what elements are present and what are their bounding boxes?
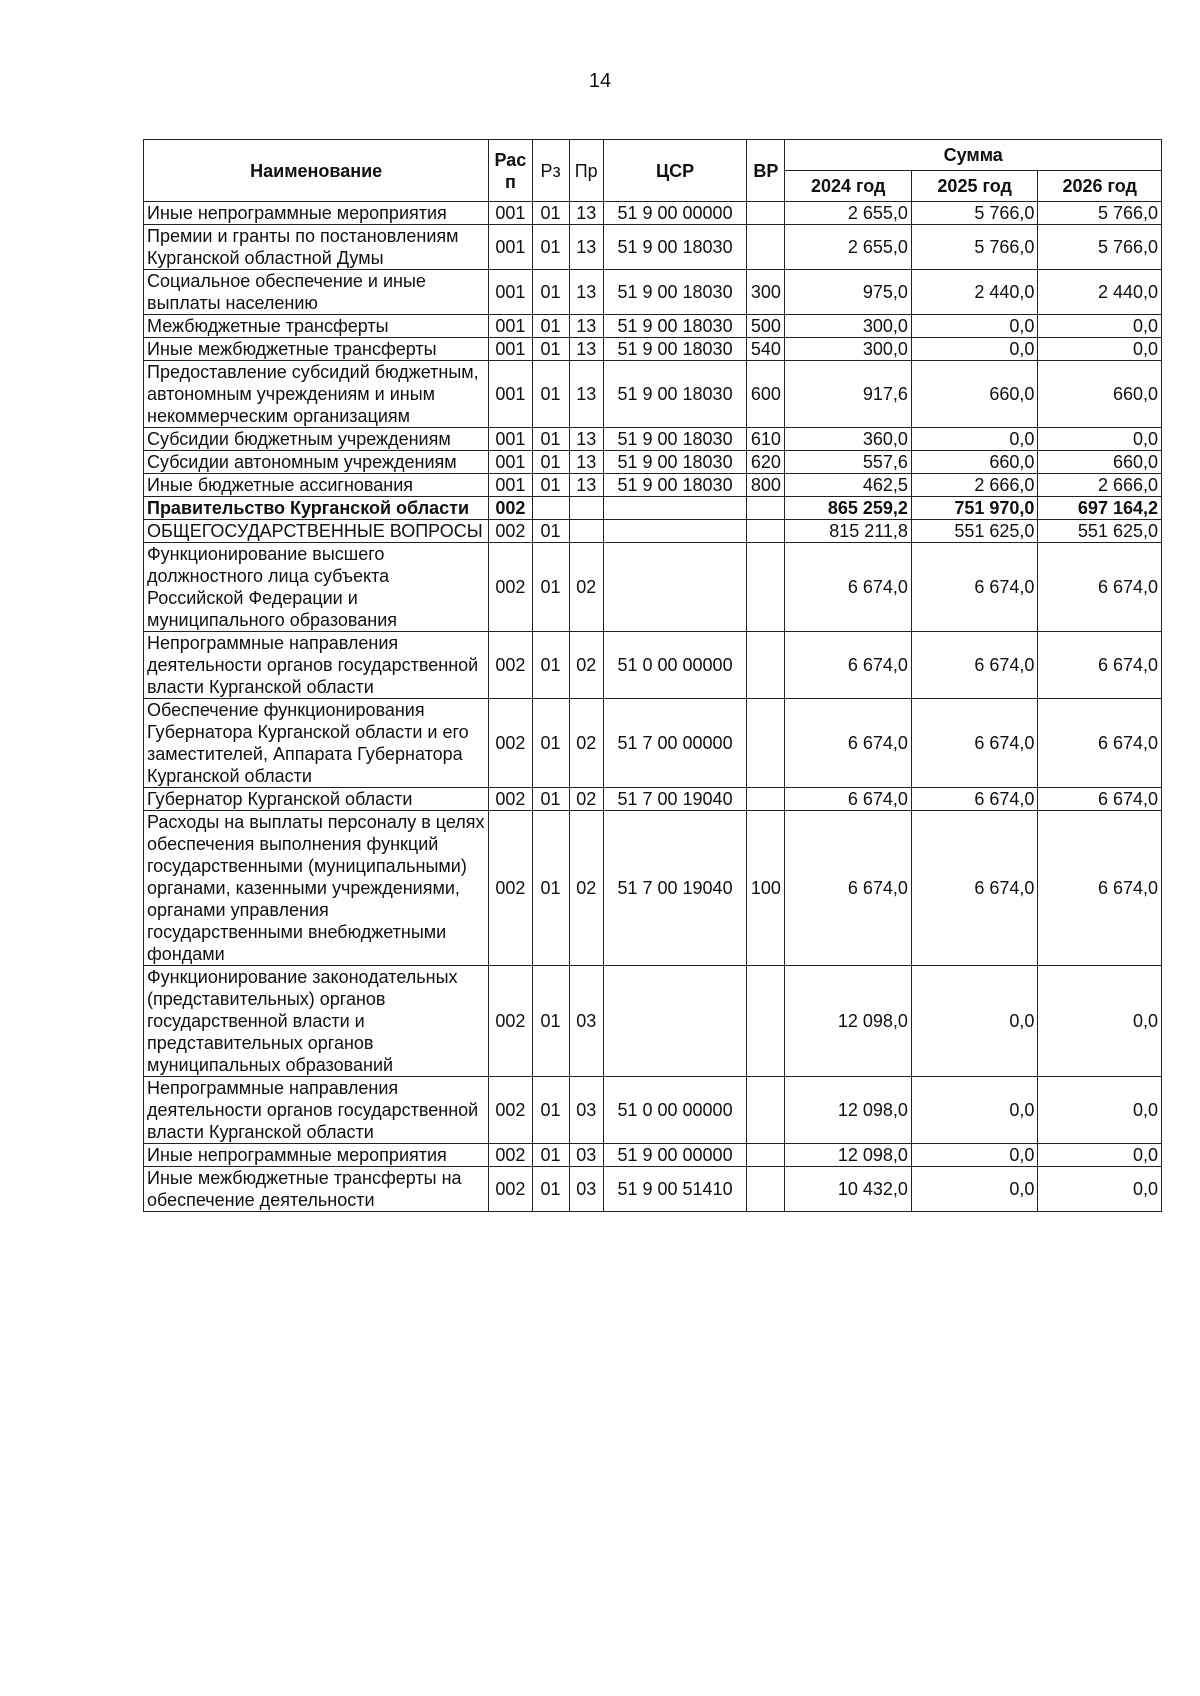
cell-vr — [747, 966, 785, 1077]
cell-vr — [747, 543, 785, 632]
header-rasp: Рас п — [489, 140, 532, 202]
cell-2024: 300,0 — [785, 338, 911, 361]
budget-table — [143, 139, 1162, 1212]
cell-rasp: 001 — [489, 474, 532, 497]
header-2025: 2025 год — [911, 171, 1037, 202]
cell-rz: 01 — [532, 338, 569, 361]
cell-2024: 6 674,0 — [785, 811, 911, 966]
table-row — [144, 225, 1162, 270]
cell-rasp: 001 — [489, 202, 532, 225]
cell-2025: 5 766,0 — [911, 225, 1037, 270]
cell-vr — [747, 1077, 785, 1144]
cell-name: Иные межбюджетные трансферты — [144, 338, 489, 361]
cell-name: Правительство Курганской области — [144, 497, 489, 520]
header-sum: Сумма — [785, 140, 1162, 171]
cell-2024: 462,5 — [785, 474, 911, 497]
cell-pr: 13 — [569, 361, 603, 428]
cell-2026: 6 674,0 — [1038, 811, 1162, 966]
table-row — [144, 543, 1162, 632]
cell-2025: 0,0 — [911, 1077, 1037, 1144]
cell-csr: 51 9 00 18030 — [603, 474, 747, 497]
cell-2025: 5 766,0 — [911, 202, 1037, 225]
cell-2025: 660,0 — [911, 361, 1037, 428]
cell-pr: 02 — [569, 699, 603, 788]
cell-name: Губернатор Курганской области — [144, 788, 489, 811]
cell-csr — [603, 543, 747, 632]
cell-rasp: 001 — [489, 451, 532, 474]
cell-vr: 540 — [747, 338, 785, 361]
cell-rz: 01 — [532, 1144, 569, 1167]
cell-rasp: 001 — [489, 225, 532, 270]
cell-2024: 6 674,0 — [785, 699, 911, 788]
cell-vr: 610 — [747, 428, 785, 451]
cell-vr: 300 — [747, 270, 785, 315]
cell-2025: 2 666,0 — [911, 474, 1037, 497]
cell-name: Непрограммные направления деятельности органов государственной власти Курганской области — [144, 1077, 489, 1144]
cell-2025: 0,0 — [911, 338, 1037, 361]
cell-2026: 0,0 — [1038, 966, 1162, 1077]
cell-pr: 13 — [569, 428, 603, 451]
cell-pr — [569, 497, 603, 520]
cell-vr — [747, 632, 785, 699]
cell-2024: 6 674,0 — [785, 788, 911, 811]
cell-2026: 0,0 — [1038, 338, 1162, 361]
cell-name: Иные непрограммные мероприятия — [144, 1144, 489, 1167]
cell-vr — [747, 520, 785, 543]
cell-pr: 13 — [569, 315, 603, 338]
cell-pr: 13 — [569, 202, 603, 225]
cell-rasp: 001 — [489, 361, 532, 428]
cell-rasp: 002 — [489, 1144, 532, 1167]
cell-name: Иные бюджетные ассигнования — [144, 474, 489, 497]
cell-rasp: 002 — [489, 520, 532, 543]
cell-vr: 100 — [747, 811, 785, 966]
cell-2024: 360,0 — [785, 428, 911, 451]
cell-csr: 51 7 00 00000 — [603, 699, 747, 788]
table-row — [144, 1167, 1162, 1212]
cell-rz: 01 — [532, 699, 569, 788]
cell-csr: 51 9 00 00000 — [603, 202, 747, 225]
cell-pr: 13 — [569, 225, 603, 270]
cell-pr: 13 — [569, 338, 603, 361]
cell-vr: 600 — [747, 361, 785, 428]
cell-2025: 2 440,0 — [911, 270, 1037, 315]
cell-rasp: 002 — [489, 1077, 532, 1144]
cell-2024: 300,0 — [785, 315, 911, 338]
cell-2024: 865 259,2 — [785, 497, 911, 520]
cell-vr: 800 — [747, 474, 785, 497]
table-body — [144, 202, 1162, 1212]
cell-2024: 10 432,0 — [785, 1167, 911, 1212]
cell-2025: 6 674,0 — [911, 632, 1037, 699]
cell-csr: 51 7 00 19040 — [603, 788, 747, 811]
cell-2024: 2 655,0 — [785, 225, 911, 270]
cell-vr: 500 — [747, 315, 785, 338]
cell-pr: 03 — [569, 1077, 603, 1144]
header-vr: ВР — [747, 140, 785, 202]
cell-rasp: 001 — [489, 428, 532, 451]
cell-csr: 51 9 00 18030 — [603, 315, 747, 338]
cell-pr — [569, 520, 603, 543]
cell-2026: 697 164,2 — [1038, 497, 1162, 520]
cell-name: Социальное обеспечение и иные выплаты населению — [144, 270, 489, 315]
cell-csr: 51 9 00 00000 — [603, 1144, 747, 1167]
cell-2024: 2 655,0 — [785, 202, 911, 225]
cell-rz: 01 — [532, 270, 569, 315]
cell-csr: 51 9 00 18030 — [603, 428, 747, 451]
cell-csr — [603, 520, 747, 543]
cell-csr: 51 9 00 18030 — [603, 338, 747, 361]
cell-2024: 6 674,0 — [785, 543, 911, 632]
cell-pr: 02 — [569, 788, 603, 811]
cell-2026: 5 766,0 — [1038, 202, 1162, 225]
table-row — [144, 966, 1162, 1077]
cell-2024: 815 211,8 — [785, 520, 911, 543]
cell-rasp: 002 — [489, 543, 532, 632]
cell-2024: 12 098,0 — [785, 1077, 911, 1144]
cell-csr — [603, 497, 747, 520]
table-row — [144, 451, 1162, 474]
cell-2025: 6 674,0 — [911, 543, 1037, 632]
cell-vr — [747, 225, 785, 270]
cell-pr: 13 — [569, 270, 603, 315]
cell-name: Функционирование законодательных (представительных) органов государственной власти и представительных органов муниципальных образований — [144, 966, 489, 1077]
cell-csr: 51 9 00 18030 — [603, 451, 747, 474]
cell-pr: 13 — [569, 474, 603, 497]
table-row — [144, 474, 1162, 497]
cell-rasp: 001 — [489, 315, 532, 338]
cell-csr — [603, 966, 747, 1077]
cell-2024: 975,0 — [785, 270, 911, 315]
cell-vr — [747, 788, 785, 811]
table-row — [144, 699, 1162, 788]
cell-csr: 51 9 00 51410 — [603, 1167, 747, 1212]
cell-rz: 01 — [532, 451, 569, 474]
cell-2026: 0,0 — [1038, 1077, 1162, 1144]
cell-2026: 2 440,0 — [1038, 270, 1162, 315]
table-header — [144, 140, 1162, 202]
header-rz: Рз — [532, 140, 569, 202]
cell-rz: 01 — [532, 1167, 569, 1212]
cell-rasp: 002 — [489, 632, 532, 699]
cell-csr: 51 7 00 19040 — [603, 811, 747, 966]
cell-2026: 660,0 — [1038, 451, 1162, 474]
cell-name: Обеспечение функционирования Губернатора Курганской области и его заместителей, Аппарата Губернатора Курганской области — [144, 699, 489, 788]
cell-2026: 5 766,0 — [1038, 225, 1162, 270]
cell-rz — [532, 497, 569, 520]
table-row — [144, 1077, 1162, 1144]
cell-2025: 551 625,0 — [911, 520, 1037, 543]
cell-2025: 0,0 — [911, 1167, 1037, 1212]
header-2024: 2024 год — [785, 171, 911, 202]
cell-rasp: 002 — [489, 811, 532, 966]
cell-2025: 751 970,0 — [911, 497, 1037, 520]
table-row — [144, 202, 1162, 225]
cell-2026: 6 674,0 — [1038, 543, 1162, 632]
cell-2025: 6 674,0 — [911, 699, 1037, 788]
header-csr: ЦСР — [603, 140, 747, 202]
cell-2024: 917,6 — [785, 361, 911, 428]
cell-csr: 51 9 00 18030 — [603, 225, 747, 270]
cell-vr — [747, 497, 785, 520]
cell-2026: 6 674,0 — [1038, 632, 1162, 699]
cell-rz: 01 — [532, 428, 569, 451]
cell-rz: 01 — [532, 315, 569, 338]
table-row — [144, 1144, 1162, 1167]
table-row — [144, 315, 1162, 338]
cell-pr: 03 — [569, 1167, 603, 1212]
cell-pr: 02 — [569, 811, 603, 966]
cell-rasp: 001 — [489, 270, 532, 315]
cell-rz: 01 — [532, 1077, 569, 1144]
cell-2026: 551 625,0 — [1038, 520, 1162, 543]
cell-2025: 660,0 — [911, 451, 1037, 474]
cell-2026: 0,0 — [1038, 1144, 1162, 1167]
table-row — [144, 361, 1162, 428]
table-row — [144, 788, 1162, 811]
cell-vr: 620 — [747, 451, 785, 474]
cell-rz: 01 — [532, 811, 569, 966]
cell-name: Межбюджетные трансферты — [144, 315, 489, 338]
cell-rasp: 002 — [489, 497, 532, 520]
cell-rz: 01 — [532, 788, 569, 811]
cell-csr: 51 0 00 00000 — [603, 632, 747, 699]
cell-2025: 0,0 — [911, 315, 1037, 338]
cell-name: Субсидии бюджетным учреждениям — [144, 428, 489, 451]
cell-2026: 0,0 — [1038, 428, 1162, 451]
cell-name: Субсидии автономным учреждениям — [144, 451, 489, 474]
cell-rasp: 002 — [489, 1167, 532, 1212]
cell-name: Премии и гранты по постановлениям Курганской областной Думы — [144, 225, 489, 270]
cell-pr: 03 — [569, 1144, 603, 1167]
cell-pr: 03 — [569, 966, 603, 1077]
header-2026: 2026 год — [1038, 171, 1162, 202]
page-number: 14 — [588, 70, 612, 92]
cell-name: Функционирование высшего должностного лица субъекта Российской Федерации и муниципального образования — [144, 543, 489, 632]
cell-csr: 51 9 00 18030 — [603, 361, 747, 428]
cell-rasp: 002 — [489, 788, 532, 811]
cell-rz: 01 — [532, 520, 569, 543]
table-row — [144, 270, 1162, 315]
cell-2025: 0,0 — [911, 966, 1037, 1077]
header-pr: Пр — [569, 140, 603, 202]
cell-2025: 0,0 — [911, 428, 1037, 451]
cell-rz: 01 — [532, 202, 569, 225]
cell-vr — [747, 202, 785, 225]
cell-rz: 01 — [532, 474, 569, 497]
cell-vr — [747, 1167, 785, 1212]
cell-name: Иные непрограммные мероприятия — [144, 202, 489, 225]
cell-2025: 6 674,0 — [911, 788, 1037, 811]
cell-rz: 01 — [532, 361, 569, 428]
cell-rasp: 001 — [489, 338, 532, 361]
cell-2026: 2 666,0 — [1038, 474, 1162, 497]
cell-rasp: 002 — [489, 699, 532, 788]
cell-vr — [747, 699, 785, 788]
cell-2024: 557,6 — [785, 451, 911, 474]
table-row — [144, 338, 1162, 361]
cell-rz: 01 — [532, 632, 569, 699]
cell-2026: 0,0 — [1038, 315, 1162, 338]
cell-vr — [747, 1144, 785, 1167]
table-row — [144, 632, 1162, 699]
cell-2024: 6 674,0 — [785, 632, 911, 699]
cell-pr: 02 — [569, 543, 603, 632]
cell-rz: 01 — [532, 543, 569, 632]
cell-name: Иные межбюджетные трансферты на обеспечение деятельности — [144, 1167, 489, 1212]
cell-name: Непрограммные направления деятельности органов государственной власти Курганской области — [144, 632, 489, 699]
cell-rz: 01 — [532, 225, 569, 270]
cell-2026: 6 674,0 — [1038, 788, 1162, 811]
cell-2025: 0,0 — [911, 1144, 1037, 1167]
cell-2026: 6 674,0 — [1038, 699, 1162, 788]
cell-name: Предоставление субсидий бюджетным, автономным учреждениям и иным некоммерческим организациям — [144, 361, 489, 428]
cell-rasp: 002 — [489, 966, 532, 1077]
cell-2026: 0,0 — [1038, 1167, 1162, 1212]
cell-2024: 12 098,0 — [785, 1144, 911, 1167]
header-name: Наименование — [144, 140, 489, 202]
cell-csr: 51 0 00 00000 — [603, 1077, 747, 1144]
table-row — [144, 520, 1162, 543]
cell-2026: 660,0 — [1038, 361, 1162, 428]
table-row — [144, 811, 1162, 966]
cell-rz: 01 — [532, 966, 569, 1077]
table-row — [144, 428, 1162, 451]
cell-2024: 12 098,0 — [785, 966, 911, 1077]
cell-name: ОБЩЕГОСУДАРСТВЕННЫЕ ВОПРОСЫ — [144, 520, 489, 543]
cell-csr: 51 9 00 18030 — [603, 270, 747, 315]
cell-name: Расходы на выплаты персоналу в целях обеспечения выполнения функций государственными (муниципальными) органами, казенными учреждениями, органами управления государственными внебюджетными фондами — [144, 811, 489, 966]
cell-2025: 6 674,0 — [911, 811, 1037, 966]
cell-pr: 02 — [569, 632, 603, 699]
table-row — [144, 497, 1162, 520]
cell-pr: 13 — [569, 451, 603, 474]
